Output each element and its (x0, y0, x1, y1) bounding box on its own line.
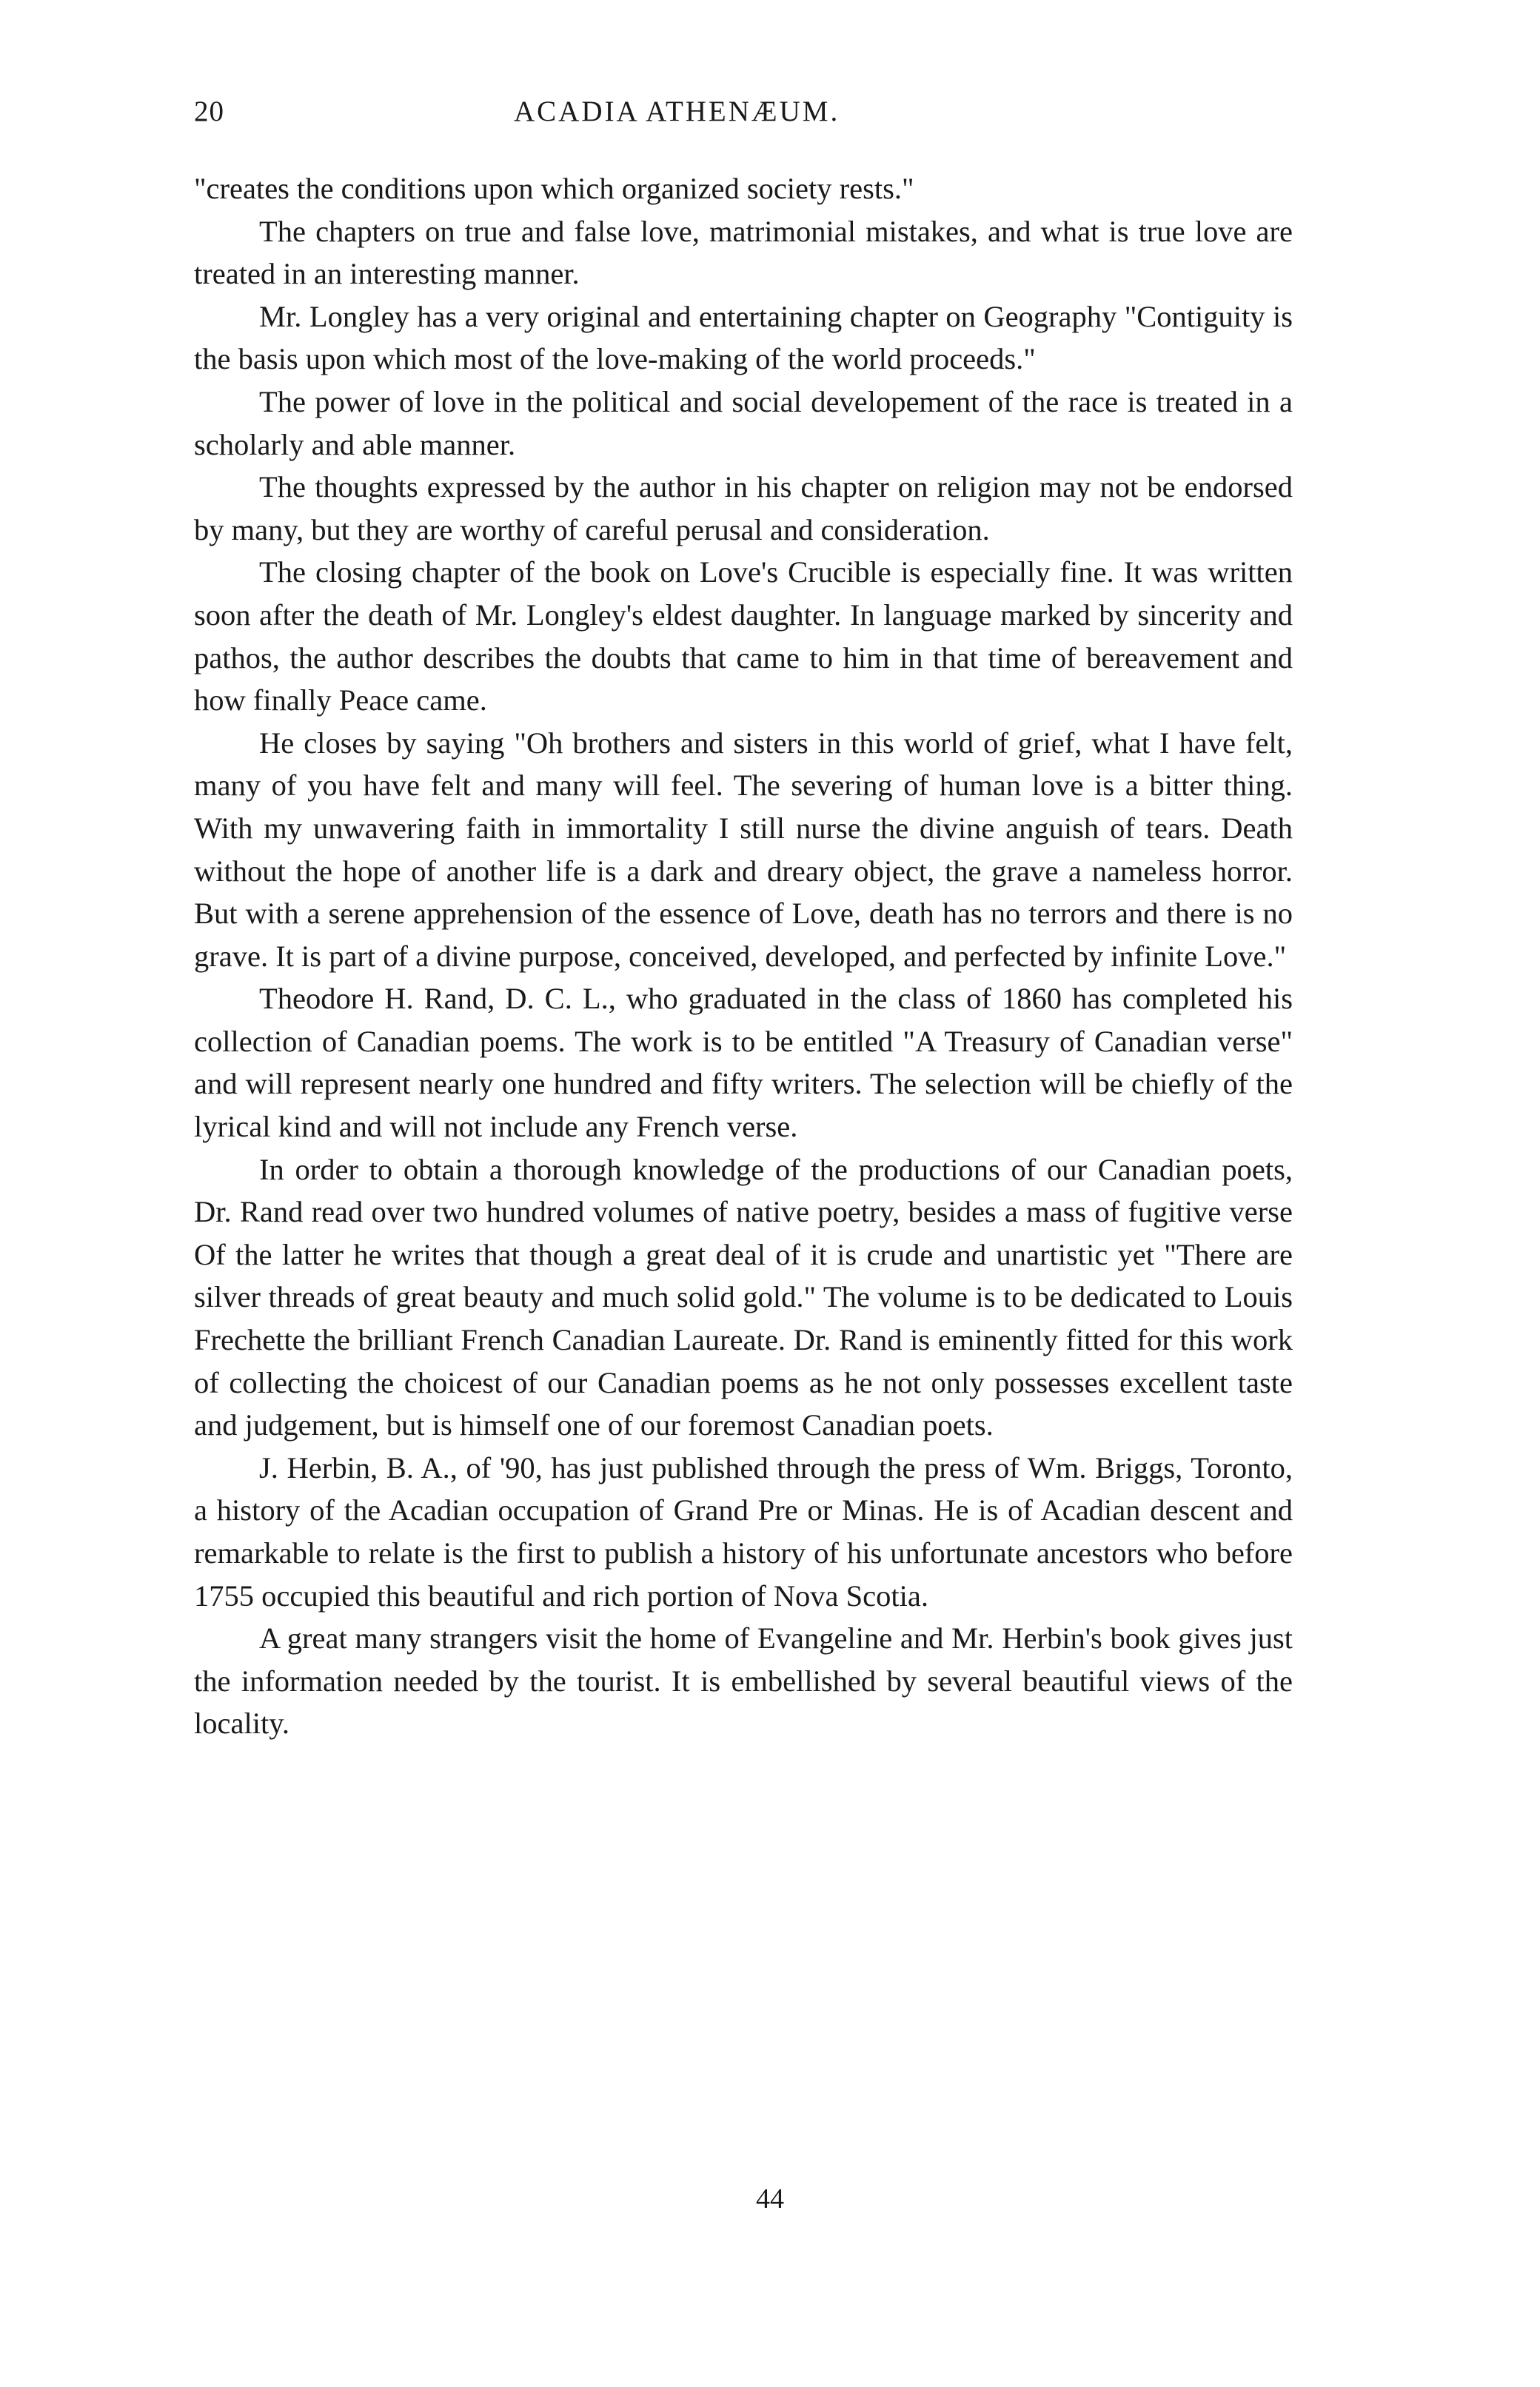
article-body (194, 167, 1293, 1745)
footer-page-number: 44 (756, 2183, 784, 2214)
running-title: ACADIA ATHENÆUM. (514, 96, 840, 127)
paragraph: The power of love in the political and social developement of the race is treated in a scholarly and able manner. (194, 384, 1293, 461)
page-header (194, 95, 1290, 139)
paragraph: Theodore H. Rand, D. C. L., who graduated in the class of 1860 has completed his collection of Canadian poems. The work is to be entitled "A Treasury of Canadian verse" and will represent nearly one hundred and fifty writers. The selection will be chiefly of the lyrical kind and will not include any French verse. (194, 982, 1293, 1144)
paragraph: J. Herbin, B. A., of '90, has just published through the press of Wm. Briggs, Toronto, a history of the Acadian occupation of Grand Pre or Minas. He is of Acadian descent and remarkable to relate is the first to publish a history of his unfortunate ancestors who before 1755 occupied this beautiful and rich portion of Nova Scotia. (194, 1450, 1293, 1613)
paragraph: "creates the conditions upon which organized society rests." (194, 172, 914, 205)
paragraph: A great many strangers visit the home of Evangeline and Mr. Herbin's book gives just the information needed by the tourist. It is embellished by several beautiful views of the locality. (194, 1621, 1293, 1741)
page-number: 20 (194, 96, 224, 127)
paragraph: Mr. Longley has a very original and entertaining chapter on Geography "Contiguity is the basis upon which most of the love-making of the world proceeds." (194, 299, 1293, 376)
paragraph: The closing chapter of the book on Love's Crucible is especially fine. It was written soon after the death of Mr. Longley's eldest daughter. In language marked by sincerity and pathos, the author describes the doubts that came to him in that time of bereavement and how finally Peace came. (194, 555, 1293, 717)
paragraph: The chapters on true and false love, matrimonial mistakes, and what is true love are treated in an interesting manner. (194, 214, 1293, 291)
paragraph: The thoughts expressed by the author in his chapter on religion may not be endorsed by many, but they are worthy of careful perusal and consideration. (194, 470, 1293, 546)
paragraph: He closes by saying "Oh brothers and sisters in this world of grief, what I have felt, many of you have felt and many will feel. The severing of human love is a bitter thing. With my unwavering faith in immortality I still nurse the divine anguish of tears. Death without the hope of another life is a dark and dreary object, the grave a nameless horror. But with a serene apprehension of the essence of Love, death has no terrors and there is no grave. It is part of a divine purpose, conceived, developed, and perfected by infinite Love." (194, 726, 1293, 973)
paragraph: In order to obtain a thorough knowledge of the productions of our Canadian poets, Dr. Rand read over two hundred volumes of native poetry, besides a mass of fugitive verse Of the latter he writes that though a great deal of it is crude and unartistic yet "There are silver threads of great beauty and much solid gold." The volume is to be dedicated to Louis Frechette the brilliant French Canadian Laureate. Dr. Rand is eminently fitted for this work of collecting the choicest of our Canadian poems as he not only possesses excellent taste and judgement, but is himself one of our foremost Canadian poets. (194, 1152, 1293, 1442)
